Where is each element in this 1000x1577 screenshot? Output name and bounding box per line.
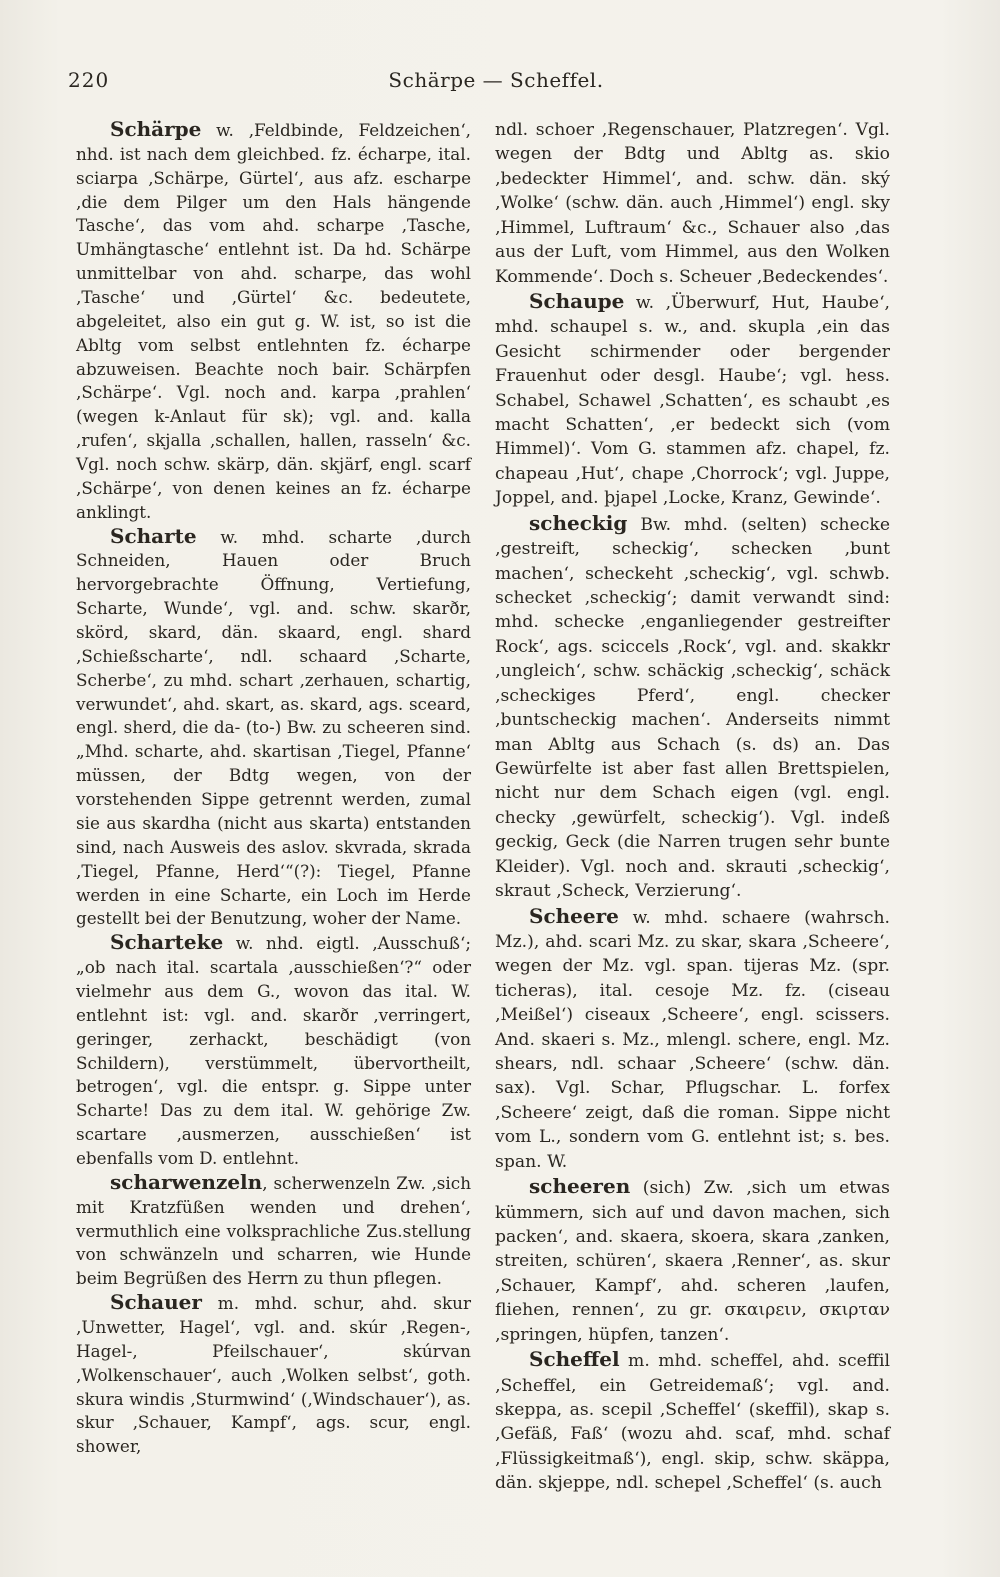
entry-headword: Scharte <box>110 523 197 548</box>
entry <box>495 1347 890 1496</box>
entry-text: ndl. schoer ‚Regenschauer, Platzregen‘. Vgl. wegen der Bdtg und Abltg as. skio ‚bedeckter Himmel‘, and. schw. dän. ský ‚Wolke‘ (schw. dän. auch ‚Himmel‘) engl. sky ‚Himmel, Luftraum‘ &c., Schauer also ‚das aus der Luft, vom Himmel, aus den Wolken Kommende‘. Doch s. Scheuer ‚Bedeckendes‘. <box>495 120 890 287</box>
page-number: 220 <box>68 68 110 92</box>
entry-text: w. ‚Feldbinde, Feldzeichen‘, nhd. ist nach dem gleichbed. fz. écharpe, ital. sciarpa ‚Schärpe, Gürtel‘, aus afz. escharpe ‚die dem Pilger um den Hals hängende Tasche‘, das vom ahd. scharpe ‚Tasche, Umhängtasche‘ entlehnt ist. Da hd. Schärpe unmittelbar von ahd. scharpe, das wohl ‚Tasche‘ und ‚Gürtel‘ &c. bedeutete, abgeleitet, also ein gut g. W. ist, so ist die Abltg vom selbst entlehnten fz. écharpe abzuweisen. Beachte noch bair. Schärpfen ‚Schärpe‘. Vgl. noch and. karpa ‚prahlen‘ (wegen k-Anlaut für sk); vgl. and. kalla ‚rufen‘, skjalla ‚schallen, hallen, rasseln‘ &c. Vgl. noch schw. skärp, dän. skjärf, engl. scarf ‚Schärpe‘, von denen keines an fz. écharpe anklingt. <box>76 120 471 522</box>
entry-continuation <box>495 118 890 289</box>
entry <box>76 1291 471 1459</box>
entry <box>76 525 471 932</box>
entry <box>76 1171 471 1291</box>
entry <box>495 289 890 511</box>
entry-headword: Schärpe <box>110 117 202 141</box>
entry <box>76 931 471 1171</box>
right-column <box>495 118 890 1496</box>
entry-text: w. ‚Überwurf, Hut, Haube‘, mhd. schaupel s. w., and. skupla ‚ein das Gesicht schirmender oder bergender Frauenhut oder desgl. Haube‘; vgl. hess. Schabel, Schawel ‚Schatten‘, es schaubt ‚es macht Schatten‘, ‚er bedeckt sich (vom Himmel)‘. Vom G. stammen afz. chapel, fz. chapeau ‚Hut‘, chape ‚Chorrock‘; vgl. Juppe, Joppel, and. þjapel ‚Locke, Kranz, Gewinde‘. <box>495 292 890 509</box>
entry-text: (sich) Zw. ‚sich um etwas kümmern, sich auf und davon machen, sich packen‘, and. skaera, skoera, skara ‚zanken, streiten, schüren‘, skaera ‚Renner‘, as. skur ‚Schauer, Kampf‘, ahd. scheren ‚laufen, fliehen, rennen‘, zu gr. σκαιρειν, σκιρταν ‚springen, hüpfen, tanzen‘. <box>495 1178 890 1345</box>
entry <box>76 118 471 525</box>
entry-headword: Scheffel <box>529 1347 620 1372</box>
entry <box>495 511 890 904</box>
entry-headword: scharwenzeln <box>110 1169 263 1194</box>
entry-headword: Scharteke <box>110 930 224 955</box>
entry-text: w. mhd. schaere (wahrsch. Mz.), ahd. scari Mz. zu skar, skara ‚Scheere‘, wegen der Mz. vgl. span. tijeras Mz. (spr. ticheras), ital. cesoje Mz. fz. (ciseau ‚Meißel‘) ciseaux ‚Scheere‘, engl. scissers. And. skaeri s. Mz., mlengl. schere, engl. Mz. shears, ndl. schaar ‚Scheere‘ (schw. dän. sax). Vgl. Schar, Pflugschar. L. forfex ‚Scheere‘ zeigt, daß die roman. Sippe nicht vom L., sondern vom G. entlehnt ist; s. bes. span. W. <box>495 907 890 1172</box>
entry <box>495 1174 890 1347</box>
entry-headword: Schauer <box>110 1290 202 1315</box>
entry-text: w. mhd. scharte ‚durch Schneiden, Hauen oder Bruch hervorgebrachte Öffnung, Vertiefung, Scharte, Wunde‘, vgl. and. schw. skarðr, skörd, skard, dän. skaard, engl. shard ‚Schießscharte‘, ndl. schaard ‚Scharte, Scherbe‘, zu mhd. schart ‚zerhauen, schartig, verwundet‘, ahd. skart, as. skard, ags. sceard, engl. sherd, die da- (to-) Bw. zu scheeren sind. „Mhd. scharte, ahd. skartisan ‚Tiegel, Pfanne‘ müssen, der Bdtg wegen, von der vorstehenden Sippe getrennt werden, zumal sie aus skardha (nicht aus skarta) entstanden sind, nach Ausweis des aslov. skvrada, skrada ‚Tiegel, Pfanne, Herd‘“(?): Tiegel, Pfanne werden in eine Scharte, ein Loch im Herde gestellt bei der Benutzung, woher der Name. <box>76 526 471 929</box>
running-title: Schärpe — Scheffel. <box>388 68 604 92</box>
entry-text: w. nhd. eigtl. ‚Ausschuß‘; „ob nach ital. scartala ‚ausschießen‘?“ oder vielmehr aus dem G., wovon das ital. W. entlehnt ist: vgl. and. skarðr ‚verringert, geringer, zerhackt, beschädigt (von Schildern), verstümmelt, übervortheilt, betrogen‘, vgl. die entspr. g. Sippe unter Scharte! Das zu dem ital. W. gehörige Zw. scartare ‚ausmerzen, ausschießen‘ ist ebenfalls vom D. entlehnt. <box>76 933 471 1168</box>
entry-text: m. mhd. scheffel, ahd. sceffil ‚Scheffel, ein Getreidemaß‘; vgl. and. skeppa, as. scepil ‚Scheffel‘ (skeffil), skap s. ‚Gefäß, Faß‘ (wozu ahd. scaf, mhd. schaf ‚Flüssigkeitmaß‘), engl. skip, schw. skäppa, dän. skjeppe, ndl. schepel ‚Scheffel‘ (s. auch <box>495 1351 890 1494</box>
left-column <box>76 118 471 1459</box>
entry-headword: scheeren <box>529 1174 631 1199</box>
entry-text: , scherwenzeln Zw. ‚sich mit Kratzfüßen wenden und drehen‘, vermuthlich eine volksprachliche Zus.stellung von schwänzeln und scharren, wie Hunde beim Begrüßen des Herrn zu thun pflegen. <box>76 1172 471 1289</box>
entry <box>495 904 890 1175</box>
page-header <box>68 68 924 98</box>
entry-headword: scheckig <box>529 510 628 535</box>
entry-text: m. mhd. schur, ahd. skur ‚Unwetter, Hagel‘, vgl. and. skúr ‚Regen-, Hagel-, Pfeilschauer‘, skúrvan ‚Wolkenschauer‘, auch ‚Wolken selbst‘, goth. skura windis ‚Sturmwind‘ (‚Windschauer‘), as. skur ‚Schauer, Kampf‘, ags. scur, engl. shower, <box>76 1293 471 1457</box>
entry-text: Bw. mhd. (selten) schecke ‚gestreift, scheckig‘, schecken ‚bunt machen‘, scheckeht ‚scheckig‘, vgl. schwb. schecket ‚scheckig‘; damit verwandt sind: mhd. schecke ‚enganliegender gestreifter Rock‘, ags. sciccels ‚Rock‘, vgl. and. skakkr ‚ungleich‘, schw. schäckig ‚scheckig‘, schäck ‚scheckiges Pferd‘, engl. checker ‚buntscheckig machen‘. Anderseits nimmt man Abltg aus Schach (s. ds) an. Das Gewürfelte ist aber fast allen Brettspielen, nicht nur dem Schach eigen (vgl. engl. checky ‚gewürfelt, scheckig‘). Vgl. indeß geckig, Geck (die Narren trugen sehr bunte Kleider). Vgl. noch and. skrauti ‚scheckig‘, skraut ‚Scheck, Verzierung‘. <box>495 514 890 902</box>
entry-headword: Scheere <box>529 903 619 928</box>
entry-headword: Schaupe <box>529 288 625 313</box>
